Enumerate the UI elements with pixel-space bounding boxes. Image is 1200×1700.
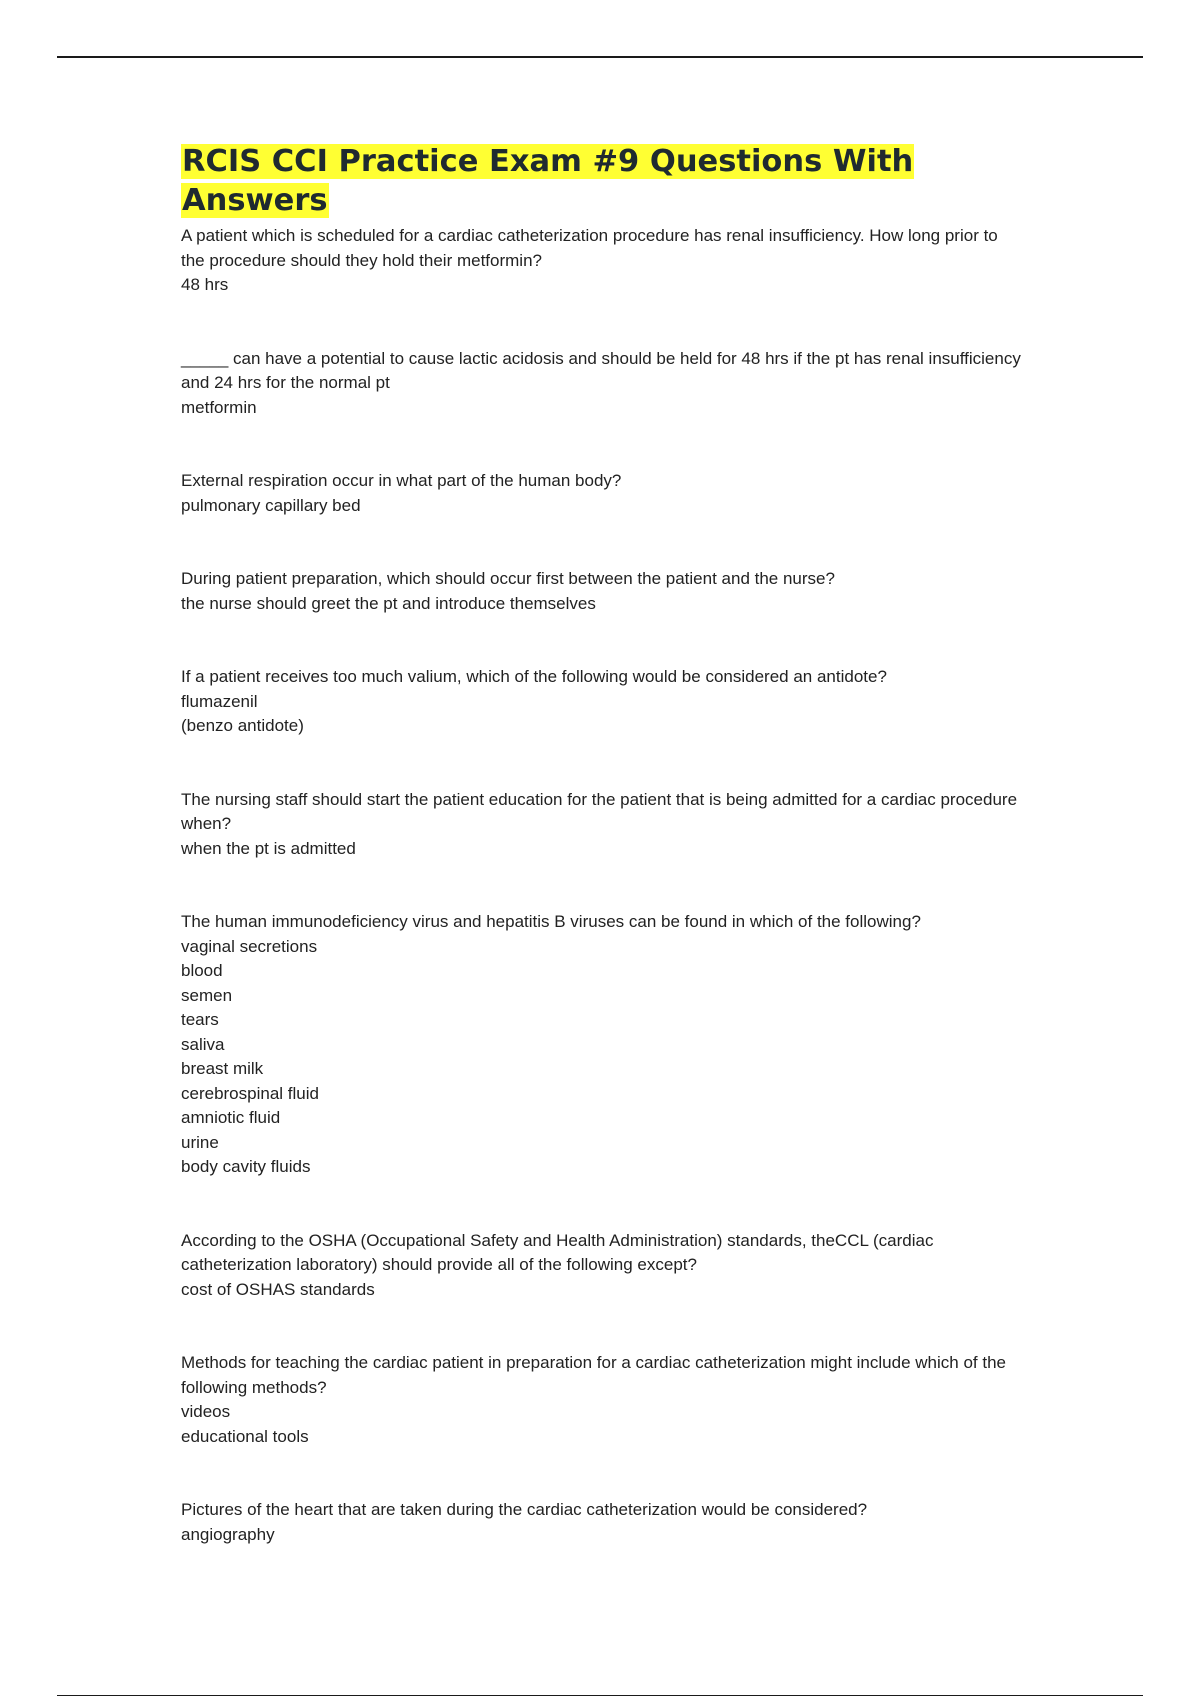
question-text: _____ can have a potential to cause lactic acidosis and should be held for 48 hrs if the pt has renal insufficiency and 24 hrs for the normal pt — [181, 348, 1021, 392]
answer-text: semen — [181, 985, 233, 1005]
answer-text: cost of OSHAS standards — [181, 1279, 375, 1299]
qa-list — [181, 224, 1021, 1547]
answer-text: saliva — [181, 1034, 225, 1054]
qa-item — [181, 1351, 1021, 1449]
answer-text: when the pt is admitted — [181, 838, 356, 858]
answer-text: videos — [181, 1402, 231, 1421]
qa-item — [181, 567, 1021, 616]
qa-item — [181, 1229, 1021, 1303]
qa-item — [181, 224, 1021, 298]
title-highlight: RCIS CCI Practice Exam #9 Questions With Answers — [182, 144, 914, 218]
qa-item — [181, 469, 1021, 518]
answer-text: angiography — [181, 1524, 275, 1544]
qa-item — [181, 788, 1021, 862]
answer-text: pulmonary capillary bed — [181, 495, 361, 515]
question-text: The human immunodeficiency virus and hepatitis B viruses can be found in which of the following? — [181, 912, 921, 931]
answer-text: 48 hrs — [181, 275, 229, 294]
qa-item — [181, 347, 1021, 421]
document-body — [181, 142, 1021, 1547]
answer-text: breast milk — [181, 1059, 264, 1078]
answer-text: tears — [181, 1010, 219, 1029]
qa-item — [181, 665, 1021, 739]
answer-text: amniotic fluid — [181, 1108, 281, 1127]
answer-text: educational tools — [181, 1426, 309, 1446]
qa-item — [181, 1498, 1021, 1547]
answer-text: flumazenil — [181, 691, 258, 711]
question-text: External respiration occur in what part of the human body? — [181, 471, 622, 490]
header-rule — [57, 56, 1143, 58]
qa-item — [181, 910, 1021, 1180]
answer-text: body cavity fluids — [181, 1157, 311, 1176]
question-text: Methods for teaching the cardiac patient in preparation for a cardiac catheterization might include which of the following methods? — [181, 1353, 1006, 1397]
question-text: A patient which is scheduled for a cardiac catheterization procedure has renal insufficiency. How long prior to the procedure should they hold their metformin? — [181, 226, 998, 270]
question-text: The nursing staff should start the patient education for the patient that is being admitted for a cardiac procedure when? — [181, 789, 1018, 833]
answer-text: vaginal secretions — [181, 936, 318, 956]
answer-text: blood — [181, 961, 223, 980]
question-text: If a patient receives too much valium, which of the following would be considered an antidote? — [181, 667, 887, 686]
footer-rule — [57, 1695, 1143, 1696]
document-title — [181, 142, 1021, 220]
question-text: According to the OSHA (Occupational Safety and Health Administration) standards, theCCL (cardiac catheterization laboratory) should provide all of the following except? — [181, 1230, 934, 1274]
answer-text: cerebrospinal fluid — [181, 1083, 319, 1103]
question-text: Pictures of the heart that are taken during the cardiac catheterization would be considered? — [181, 1500, 868, 1519]
answer-text: metformin — [181, 397, 257, 417]
answer-text: (benzo antidote) — [181, 716, 304, 735]
question-text: During patient preparation, which should occur first between the patient and the nurse? — [181, 569, 835, 588]
answer-text: urine — [181, 1132, 219, 1152]
answer-text: the nurse should greet the pt and introduce themselves — [181, 593, 596, 613]
